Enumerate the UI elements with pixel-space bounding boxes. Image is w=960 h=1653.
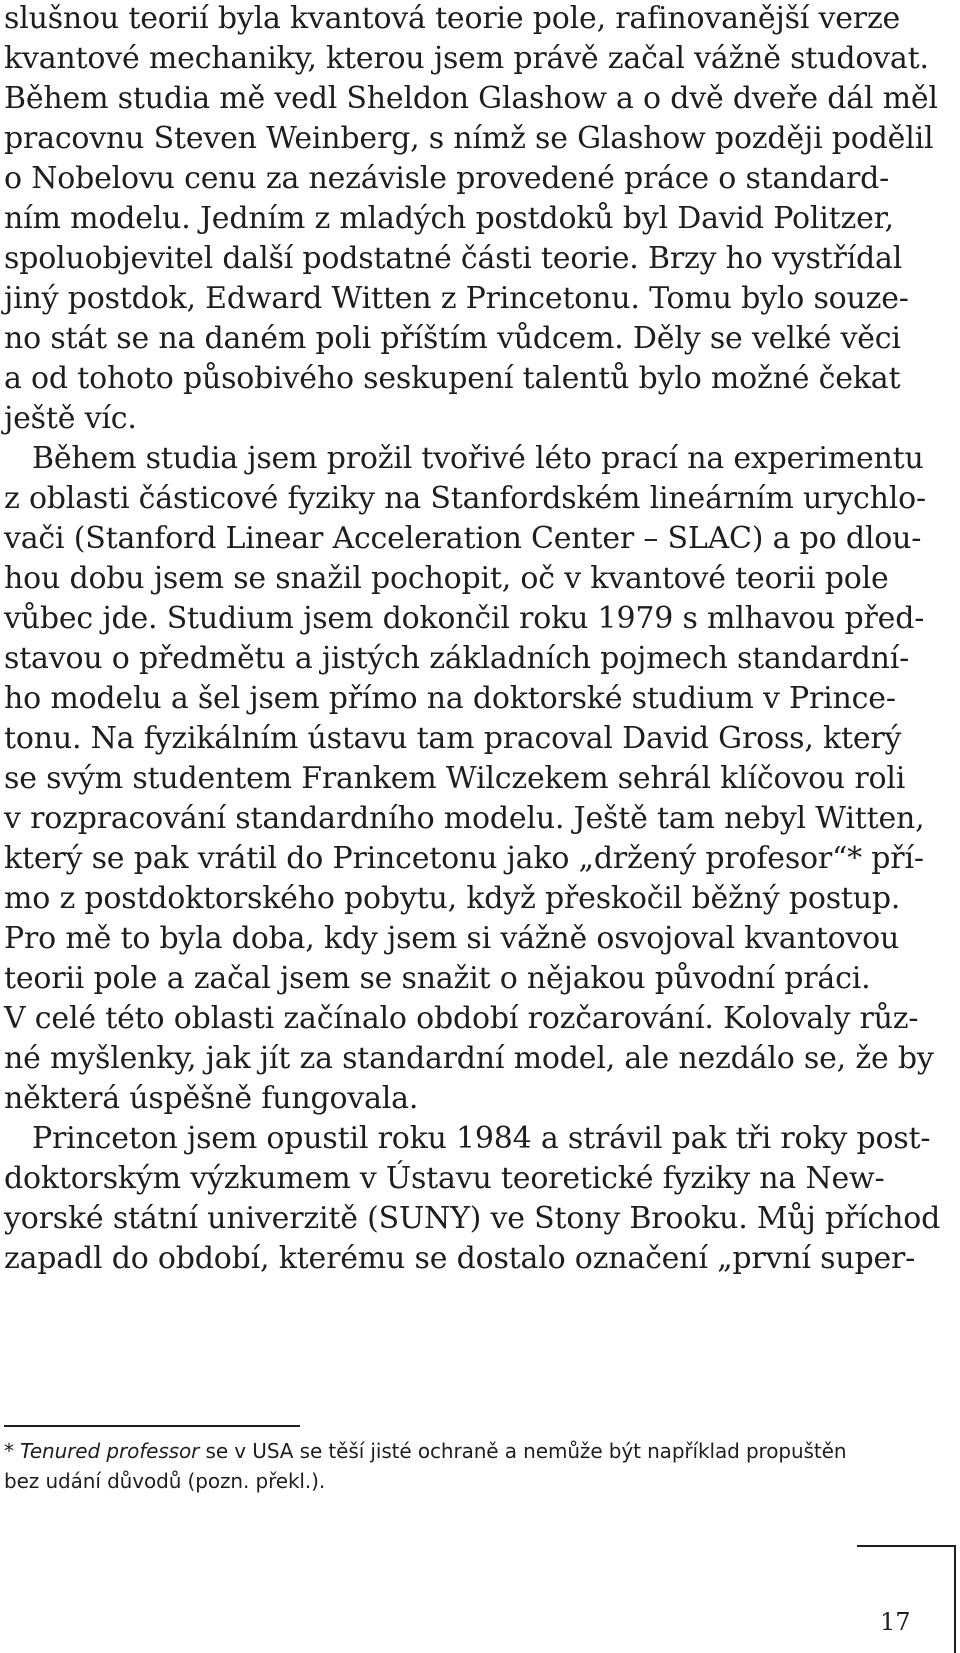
footnote-line-1 [4, 1436, 846, 1466]
body-text-line: který se pak vrátil do Princetonu jako „držený profesor“* pří- [4, 841, 924, 876]
body-text-line: zapadl do období, kterému se dostalo označení „první super- [4, 1241, 916, 1276]
body-text-line: stavou o předmětu a jistých základních pojmech standardní- [4, 641, 910, 676]
body-text-line: né myšlenky, jak jít za standardní model, ale nezdálo se, že by [4, 1041, 934, 1076]
body-text-line: ho modelu a šel jsem přímo na doktorské studium v Prince- [4, 681, 896, 716]
body-text-line: Během studia mě vedl Sheldon Glashow a o dvě dveře dál měl [4, 81, 938, 116]
footnote-line-2: bez udání důvodů (pozn. překl.). [4, 1469, 326, 1493]
page-corner-rule [857, 1545, 956, 1547]
body-text-line: z oblasti částicové fyziky na Stanfordském lineárním urychlo- [4, 481, 926, 516]
body-text-line: mo z postdoktorského pobytu, když přeskočil běžný postup. [4, 881, 901, 916]
footnote-term: Tenured professor [20, 1439, 200, 1463]
body-text-line: jiný postdok, Edward Witten z Princetonu. Tomu bylo souze- [4, 281, 909, 316]
body-text-line: v rozpracování standardního modelu. Ještě tam nebyl Witten, [4, 801, 925, 836]
body-text-line: slušnou teorií byla kvantová teorie pole, rafinovanější verze [4, 1, 901, 36]
body-text-line: doktorským výzkumem v Ústavu teoretické fyziky na New- [4, 1161, 885, 1196]
body-text-line: pracovnu Steven Weinberg, s nímž se Glashow později podělil [4, 121, 934, 156]
page-number: 17 [880, 1608, 911, 1636]
body-text-line: vůbec jde. Studium jsem dokončil roku 1979 s mlhavou před- [4, 601, 925, 636]
body-text-line: některá úspěšně fungovala. [4, 1081, 419, 1116]
body-text-line: no stát se na daném poli příštím vůdcem. Děly se velké věci [4, 321, 901, 356]
body-text-line: teorii pole a začal jsem se snažit o nějakou původní práci. [4, 961, 871, 996]
body-text-line: Pro mě to byla doba, kdy jsem si vážně osvojoval kvantovou [4, 921, 900, 956]
body-text-line: ním modelu. Jedním z mladých postdoků byl David Politzer, [4, 201, 894, 236]
footnote-text: se v USA se těší jisté ochraně a nemůže být například propuštěn [199, 1439, 847, 1463]
body-text-line: ještě víc. [4, 401, 137, 436]
body-text-line: kvantové mechaniky, kterou jsem právě začal vážně studovat. [4, 41, 929, 76]
body-text-line: hou dobu jsem se snažil pochopit, oč v kvantové teorii pole [4, 561, 889, 596]
page-corner-rule [954, 1545, 956, 1653]
body-text-line: Princeton jsem opustil roku 1984 a strávil pak tři roky post- [4, 1121, 931, 1156]
body-text-line: V celé této oblasti začínalo období rozčarování. Kolovaly růz- [4, 1001, 919, 1036]
footnote-divider [4, 1425, 300, 1427]
body-text-line: a od tohoto působivého seskupení talentů bylo možné čekat [4, 361, 901, 396]
body-text-line: spoluobjevitel další podstatné části teorie. Brzy ho vystřídal [4, 241, 903, 276]
body-text-line: Během studia jsem prožil tvořivé léto prací na experimentu [4, 441, 924, 476]
footnote-marker: * [4, 1439, 21, 1463]
body-text-line: se svým studentem Frankem Wilczekem sehrál klíčovou roli [4, 761, 906, 796]
body-text-line: tonu. Na fyzikálním ústavu tam pracoval David Gross, který [4, 721, 902, 756]
body-text-line: vači (Stanford Linear Acceleration Center – SLAC) a po dlou- [4, 521, 922, 556]
body-text-line: yorské státní univerzitě (SUNY) ve Stony Brooku. Můj příchod [4, 1201, 941, 1236]
body-text-line: o Nobelovu cenu za nezávisle provedené práce o standard- [4, 161, 890, 196]
